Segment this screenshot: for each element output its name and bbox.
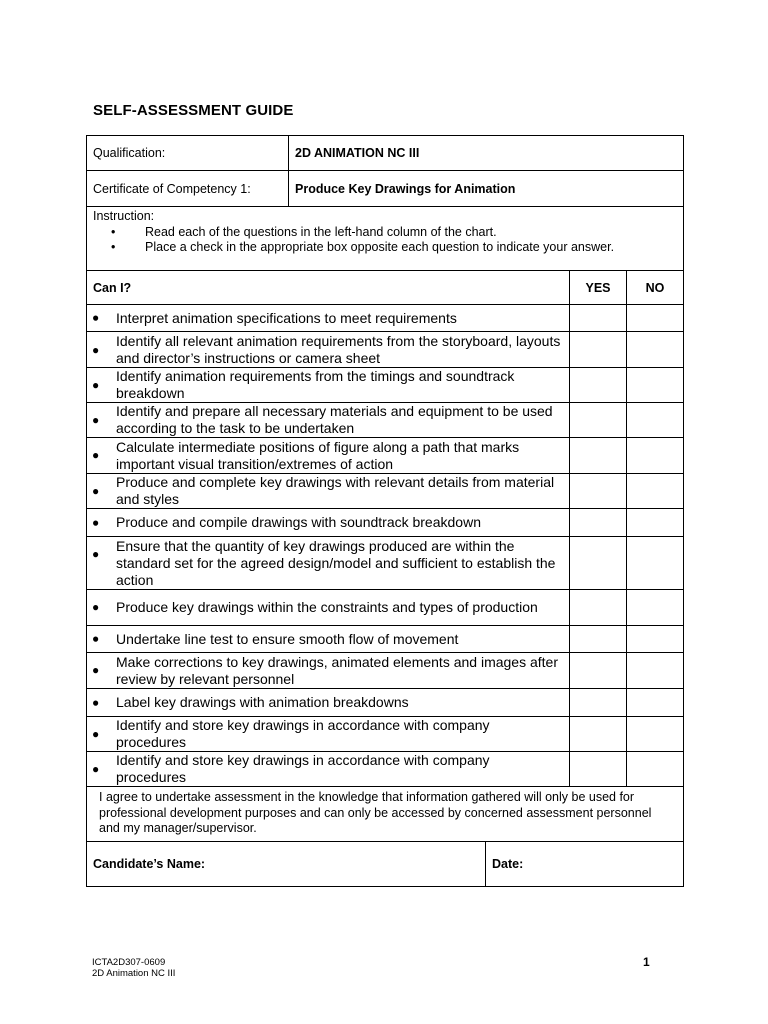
qualification-value: 2D ANIMATION NC III — [295, 146, 420, 160]
table-row — [87, 752, 683, 787]
table-row — [87, 653, 683, 689]
question-cell — [87, 509, 570, 536]
table-row — [87, 403, 683, 438]
question-text: Produce and compile drawings with soundtrack breakdown — [116, 514, 481, 530]
table-row — [87, 474, 683, 509]
yes-header: YES — [570, 271, 627, 304]
table-row — [87, 305, 683, 332]
question-cell — [87, 752, 570, 786]
no-checkbox[interactable] — [627, 590, 683, 625]
instruction-block — [87, 207, 620, 270]
question-cell — [87, 474, 570, 508]
bullet-icon: ● — [92, 413, 100, 427]
instruction-label: Instruction: — [93, 209, 155, 223]
question-cell — [87, 626, 570, 652]
question-text: Produce and complete key drawings with relevant details from material and styles — [116, 474, 555, 507]
bullet-icon: ● — [92, 448, 100, 462]
yes-checkbox[interactable] — [570, 752, 627, 786]
no-header: NO — [645, 280, 665, 295]
certificate-label: Certificate of Competency 1: — [87, 171, 289, 206]
question-text: Identify all relevant animation requirements from the storyboard, layouts and director’s instructions or camera sheet — [116, 332, 561, 366]
no-checkbox[interactable] — [627, 626, 683, 652]
qualification-row — [87, 136, 683, 171]
bullet-icon: ● — [92, 515, 100, 529]
agreement-text: I agree to undertake assessment in the knowledge that information gathered will only be used for professional development purposes and can only be accessed by concerned assessment personnel and my manager/supervisor. — [99, 790, 652, 835]
qualification-label: Qualification: — [87, 136, 289, 170]
yes-checkbox[interactable] — [570, 332, 627, 367]
certificate-value: Produce Key Drawings for Animation — [295, 181, 516, 196]
page-title: SELF-ASSESSMENT GUIDE — [93, 102, 294, 119]
question-cell — [87, 653, 570, 688]
question-text: Identify and prepare all necessary materials and equipment to be used according to the task to be undertaken — [116, 403, 553, 436]
table-row — [87, 332, 683, 368]
question-text: Calculate intermediate positions of figure along a path that marks important visual transition/extremes of action — [116, 438, 520, 472]
agreement-row — [87, 787, 683, 842]
instruction-item: • Read each of the questions in the left-hand column of the chart. — [93, 225, 614, 241]
yes-checkbox[interactable] — [570, 305, 627, 331]
bullet-icon: ● — [92, 378, 100, 392]
no-checkbox[interactable] — [627, 689, 683, 716]
bullet-icon: ● — [92, 343, 100, 357]
question-text: Label key drawings with animation breakdowns — [116, 694, 409, 710]
question-text: Interpret animation specifications to meet requirements — [116, 309, 457, 326]
question-text: Make corrections to key drawings, animated elements and images after review by relevant personnel — [116, 653, 558, 687]
table-row — [87, 509, 683, 537]
footer-program: 2D Animation NC III — [92, 968, 176, 979]
table-row — [87, 590, 683, 626]
yes-checkbox[interactable] — [570, 474, 627, 508]
no-checkbox[interactable] — [627, 438, 683, 473]
question-text: Identify animation requirements from the timings and soundtrack breakdown — [116, 368, 515, 401]
table-row — [87, 689, 683, 717]
question-cell — [87, 368, 570, 402]
question-text: Ensure that the quantity of key drawings produced are within the standard set for the agreed design/model and sufficient to establish the action — [116, 537, 556, 588]
table-row — [87, 626, 683, 653]
no-checkbox[interactable] — [627, 305, 683, 331]
no-checkbox[interactable] — [627, 474, 683, 508]
yes-checkbox[interactable] — [570, 509, 627, 536]
question-cell — [87, 689, 570, 716]
question-cell — [87, 590, 570, 625]
question-text: Produce key drawings within the constraints and types of production — [116, 599, 538, 615]
question-text: Undertake line test to ensure smooth flow of movement — [116, 630, 459, 647]
footer-code: ICTA2D307-0609 — [92, 957, 166, 968]
question-cell — [87, 537, 570, 589]
footer — [92, 957, 175, 979]
yes-checkbox[interactable] — [570, 537, 627, 589]
no-checkbox[interactable] — [627, 653, 683, 688]
yes-checkbox[interactable] — [570, 717, 627, 751]
yes-checkbox[interactable] — [570, 689, 627, 716]
no-checkbox[interactable] — [627, 332, 683, 367]
can-i-header: Can I? — [87, 271, 570, 304]
question-cell — [87, 332, 570, 367]
bullet-icon: ● — [92, 631, 100, 646]
yes-checkbox[interactable] — [570, 438, 627, 473]
question-cell — [87, 717, 570, 751]
yes-checkbox[interactable] — [570, 403, 627, 437]
bullet-icon: ● — [92, 310, 100, 325]
certificate-row — [87, 171, 683, 207]
no-checkbox[interactable] — [627, 509, 683, 536]
bullet-icon: ● — [92, 663, 100, 677]
question-cell — [87, 403, 570, 437]
question-text: Identify and store key drawings in accordance with company procedures — [116, 717, 490, 750]
bullet-icon: ● — [92, 695, 100, 709]
candidate-name-label: Candidate’s Name: — [87, 842, 486, 886]
bullet-icon: ● — [92, 600, 100, 614]
self-assessment-table — [86, 135, 684, 887]
instruction-list — [93, 225, 614, 256]
no-checkbox[interactable] — [627, 537, 683, 589]
table-header-row — [87, 271, 683, 305]
table-row — [87, 438, 683, 474]
question-cell — [87, 438, 570, 473]
yes-checkbox[interactable] — [570, 653, 627, 688]
table-row — [87, 717, 683, 752]
table-row — [87, 368, 683, 403]
signature-row — [87, 842, 683, 886]
page-number: 1 — [643, 955, 650, 969]
date-label: Date: — [492, 857, 524, 871]
instruction-row — [87, 207, 683, 271]
question-cell — [87, 305, 570, 331]
no-checkbox[interactable] — [627, 752, 683, 786]
yes-checkbox[interactable] — [570, 590, 627, 625]
no-checkbox[interactable] — [627, 717, 683, 751]
bullet-icon: ● — [92, 547, 100, 561]
bullet-icon: ● — [92, 484, 100, 498]
no-checkbox[interactable] — [627, 403, 683, 437]
question-text: Identify and store key drawings in accordance with company procedures — [116, 752, 490, 785]
instruction-item: • Place a check in the appropriate box opposite each question to indicate your answer. — [93, 240, 614, 256]
no-checkbox[interactable] — [627, 368, 683, 402]
bullet-icon: ● — [92, 727, 100, 741]
table-row — [87, 537, 683, 590]
bullet-icon: ● — [92, 762, 100, 776]
yes-checkbox[interactable] — [570, 368, 627, 402]
yes-checkbox[interactable] — [570, 626, 627, 652]
